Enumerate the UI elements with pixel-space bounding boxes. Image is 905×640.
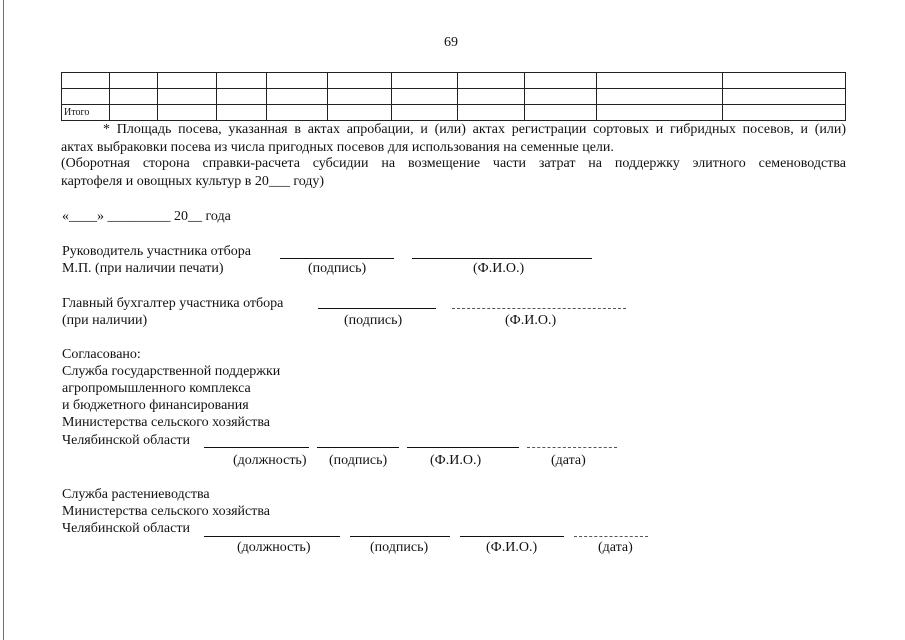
agreed-date-caption: (дата) xyxy=(551,453,586,468)
table-cell: Итого xyxy=(62,105,110,121)
agreed-org-line-3: и бюджетного финансирования xyxy=(62,398,249,413)
head-signature-caption: (подпись) xyxy=(308,261,367,276)
table-cell xyxy=(158,105,217,121)
table-cell xyxy=(158,73,217,89)
reverse-side-note xyxy=(61,155,846,191)
table-cell xyxy=(596,105,722,121)
accountant-condition: (при наличии) xyxy=(62,313,148,328)
agreed-org-line-1: Служба государственной поддержки xyxy=(62,364,281,379)
agreed-signature-line xyxy=(317,447,399,448)
table-cell xyxy=(110,105,158,121)
table-row xyxy=(62,73,846,89)
page-margin-rule xyxy=(3,0,4,640)
table-cell xyxy=(457,89,524,105)
table-cell xyxy=(392,105,457,121)
plant-service-line-2: Министерства сельского хозяйства xyxy=(62,504,271,519)
agreed-signature-caption: (подпись) xyxy=(329,453,388,468)
table-row xyxy=(62,89,846,105)
table-cell xyxy=(328,105,392,121)
table-cell xyxy=(328,89,392,105)
footnote xyxy=(61,121,846,157)
agreed-org-line-2: агропромышленного комплекса xyxy=(62,381,251,396)
table-cell xyxy=(217,105,267,121)
head-stamp-label: М.П. (при наличии печати) xyxy=(62,261,224,276)
footnote-line-1: * Площадь посева, указанная в актах апробации, и (или) актах регистрации сортовых и гибридных посевов, и (или) xyxy=(103,122,846,137)
agreed-name-line xyxy=(407,447,519,448)
table-cell xyxy=(722,105,845,121)
plant-date-line xyxy=(574,536,648,537)
summary-table xyxy=(61,72,846,121)
date-line: «____» _________ 20__ года xyxy=(62,209,231,224)
table-cell xyxy=(457,105,524,121)
accountant-signature-caption: (подпись) xyxy=(344,313,403,328)
head-name-caption: (Ф.И.О.) xyxy=(473,261,525,276)
plant-service-line-1: Служба растениеводства xyxy=(62,487,210,502)
plant-signature-line xyxy=(350,536,450,537)
table-cell xyxy=(722,89,845,105)
accountant-name-caption: (Ф.И.О.) xyxy=(505,313,557,328)
table-cell xyxy=(525,73,597,89)
plant-position-line xyxy=(204,536,340,537)
reverse-note-line-1: (Оборотная сторона справки-расчета субсидии на возмещение части затрат на поддержку элитного семеноводства xyxy=(61,156,846,171)
accountant-name-line xyxy=(452,308,626,309)
table-cell xyxy=(525,105,597,121)
table-cell xyxy=(217,89,267,105)
table-cell xyxy=(110,89,158,105)
table-cell xyxy=(62,73,110,89)
table-cell xyxy=(457,73,524,89)
agreed-position-caption: (должность) xyxy=(233,453,307,468)
reverse-note-line-2: картофеля и овощных культур в 20___ году) xyxy=(61,174,325,189)
agreed-heading: Согласовано: xyxy=(62,347,141,362)
table-cell xyxy=(392,73,457,89)
page-number: 69 xyxy=(444,35,458,50)
agreed-position-line xyxy=(204,447,309,448)
agreed-date-line xyxy=(527,447,617,448)
agreed-org-line-5: Челябинской области xyxy=(62,433,190,448)
plant-service-line-3: Челябинской области xyxy=(62,521,190,536)
table-cell xyxy=(722,73,845,89)
plant-name-caption: (Ф.И.О.) xyxy=(486,540,538,555)
plant-position-caption: (должность) xyxy=(237,540,311,555)
footnote-line-2: актах выбраковки посева из числа пригодных посевов для использования на семенные цели. xyxy=(61,140,614,155)
table-cell xyxy=(217,73,267,89)
accountant-title: Главный бухгалтер участника отбора xyxy=(62,296,284,311)
table-cell xyxy=(596,89,722,105)
table-cell xyxy=(158,89,217,105)
agreed-name-caption: (Ф.И.О.) xyxy=(430,453,482,468)
table-cell xyxy=(267,89,328,105)
table-cell xyxy=(596,73,722,89)
head-title: Руководитель участника отбора xyxy=(62,244,251,259)
table-cell xyxy=(267,105,328,121)
head-name-line xyxy=(412,258,592,259)
accountant-signature-line xyxy=(318,308,436,309)
agreed-org-line-4: Министерства сельского хозяйства xyxy=(62,415,271,430)
plant-signature-caption: (подпись) xyxy=(370,540,429,555)
plant-name-line xyxy=(460,536,564,537)
head-signature-line xyxy=(280,258,394,259)
table-cell xyxy=(62,89,110,105)
table-cell xyxy=(525,89,597,105)
table-cell xyxy=(267,73,328,89)
table-row xyxy=(62,105,846,121)
plant-date-caption: (дата) xyxy=(598,540,633,555)
table-cell xyxy=(328,73,392,89)
table-cell xyxy=(110,73,158,89)
table-cell xyxy=(392,89,457,105)
